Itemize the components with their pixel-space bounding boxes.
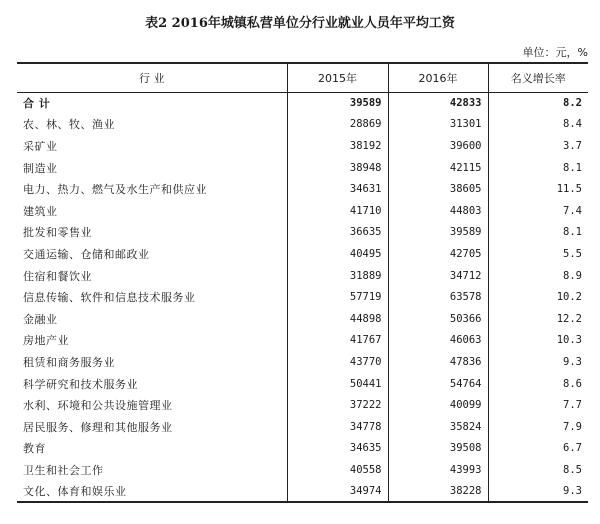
value-2015-cell: 34778 — [287, 416, 388, 438]
header-row — [17, 63, 588, 92]
industry-cell: 住宿和餐饮业 — [23, 269, 92, 283]
industry-cell: 科学研究和技术服务业 — [23, 377, 138, 391]
value-2015-cell: 43770 — [287, 351, 388, 373]
industry-cell: 文化、体育和娱乐业 — [17, 481, 287, 503]
wage-table — [17, 62, 588, 503]
value-2015-cell: 36635 — [287, 222, 388, 244]
table-row — [17, 178, 588, 200]
value-2015-cell: 38192 — [287, 135, 388, 157]
value-2016-cell: 54764 — [388, 373, 488, 395]
growth-cell: 7.7 — [488, 394, 588, 416]
growth-cell: 6.7 — [488, 438, 588, 460]
table-row — [17, 459, 588, 481]
growth-cell: 3.7 — [488, 135, 588, 157]
value-2016-cell: 35824 — [388, 416, 488, 438]
industry-cell: 租赁和商务服务业 — [23, 355, 115, 369]
table-row — [17, 351, 588, 373]
growth-cell: 8.9 — [488, 265, 588, 287]
value-2015-cell: 34974 — [287, 481, 388, 503]
table-title: 表2 2016年城镇私营单位分行业就业人员年平均工资 — [145, 16, 455, 31]
value-2015-cell: 38948 — [287, 157, 388, 179]
industry-cell: 合 计 — [23, 97, 51, 111]
header-2016: 2016年 — [388, 63, 488, 92]
value-2016-cell: 63578 — [388, 286, 488, 308]
value-2015-cell: 39589 — [287, 92, 388, 114]
table-row — [17, 157, 588, 179]
total-row — [17, 92, 588, 114]
value-2016-cell: 44803 — [388, 200, 488, 222]
growth-cell: 8.4 — [488, 114, 588, 136]
value-2016-cell: 42115 — [388, 157, 488, 179]
industry-cell: 建筑业 — [23, 204, 58, 218]
industry-cell: 金融业 — [23, 312, 58, 326]
value-2015-cell: 41710 — [287, 200, 388, 222]
value-2016-cell: 42833 — [388, 92, 488, 114]
industry-cell: 卫生和社会工作 — [23, 463, 104, 477]
value-2015-cell: 28869 — [287, 114, 388, 136]
value-2015-cell: 44898 — [287, 308, 388, 330]
table-row — [17, 222, 588, 244]
growth-cell: 8.1 — [488, 222, 588, 244]
industry-cell: 电力、热力、燃气及水生产和供应业 — [23, 183, 207, 197]
table-row — [17, 286, 588, 308]
header-2015: 2015年 — [287, 63, 388, 92]
growth-cell: 9.3 — [488, 481, 588, 503]
value-2016-cell: 38228 — [388, 481, 488, 503]
value-2016-cell: 50366 — [388, 308, 488, 330]
value-2016-cell: 42705 — [388, 243, 488, 265]
value-2016-cell: 47836 — [388, 351, 488, 373]
growth-cell: 12.2 — [488, 308, 588, 330]
industry-cell: 交通运输、仓储和邮政业 — [23, 247, 150, 261]
value-2016-cell: 43993 — [388, 459, 488, 481]
growth-cell: 8.6 — [488, 373, 588, 395]
industry-cell: 采矿业 — [23, 139, 58, 153]
value-2015-cell: 31889 — [287, 265, 388, 287]
value-2015-cell: 37222 — [287, 394, 388, 416]
industry-cell: 农、林、牧、渔业 — [23, 118, 115, 132]
value-2015-cell: 40558 — [287, 459, 388, 481]
table-row — [17, 135, 588, 157]
table-row — [17, 243, 588, 265]
value-2015-cell: 57719 — [287, 286, 388, 308]
industry-cell: 房地产业 — [23, 334, 69, 348]
table-row — [17, 373, 588, 395]
table-body — [17, 92, 588, 502]
value-2015-cell: 34635 — [287, 438, 388, 460]
growth-cell: 7.4 — [488, 200, 588, 222]
industry-cell: 信息传输、软件和信息技术服务业 — [23, 291, 196, 305]
industry-cell: 教育 — [23, 442, 46, 456]
growth-cell: 11.5 — [488, 178, 588, 200]
table-row — [17, 438, 588, 460]
growth-cell: 10.3 — [488, 330, 588, 352]
value-2016-cell: 39589 — [388, 222, 488, 244]
unit-label: 单位：元，% — [522, 46, 588, 59]
growth-cell: 8.2 — [488, 92, 588, 114]
industry-cell: 居民服务、修理和其他服务业 — [23, 420, 173, 434]
value-2016-cell: 34712 — [388, 265, 488, 287]
industry-cell: 水利、环境和公共设施管理业 — [23, 399, 173, 413]
table-row — [17, 265, 588, 287]
table-row — [17, 200, 588, 222]
industry-cell: 批发和零售业 — [23, 226, 92, 240]
growth-cell: 9.3 — [488, 351, 588, 373]
table-row — [17, 416, 588, 438]
value-2016-cell: 38605 — [388, 178, 488, 200]
header-growth: 名义增长率 — [488, 63, 588, 92]
table-row — [17, 481, 588, 503]
growth-cell: 8.1 — [488, 157, 588, 179]
value-2015-cell: 40495 — [287, 243, 388, 265]
table-row — [17, 308, 588, 330]
value-2015-cell: 50441 — [287, 373, 388, 395]
value-2016-cell: 39508 — [388, 438, 488, 460]
growth-cell: 10.2 — [488, 286, 588, 308]
value-2015-cell: 34631 — [287, 178, 388, 200]
value-2016-cell: 39600 — [388, 135, 488, 157]
industry-cell: 制造业 — [23, 161, 58, 175]
value-2016-cell: 46063 — [388, 330, 488, 352]
table-row — [17, 114, 588, 136]
growth-cell: 7.9 — [488, 416, 588, 438]
value-2015-cell: 41767 — [287, 330, 388, 352]
growth-cell: 5.5 — [488, 243, 588, 265]
header-industry: 行 业 — [17, 63, 287, 92]
growth-cell: 8.5 — [488, 459, 588, 481]
value-2016-cell: 31301 — [388, 114, 488, 136]
table-row — [17, 394, 588, 416]
table-row — [17, 330, 588, 352]
value-2016-cell: 40099 — [388, 394, 488, 416]
